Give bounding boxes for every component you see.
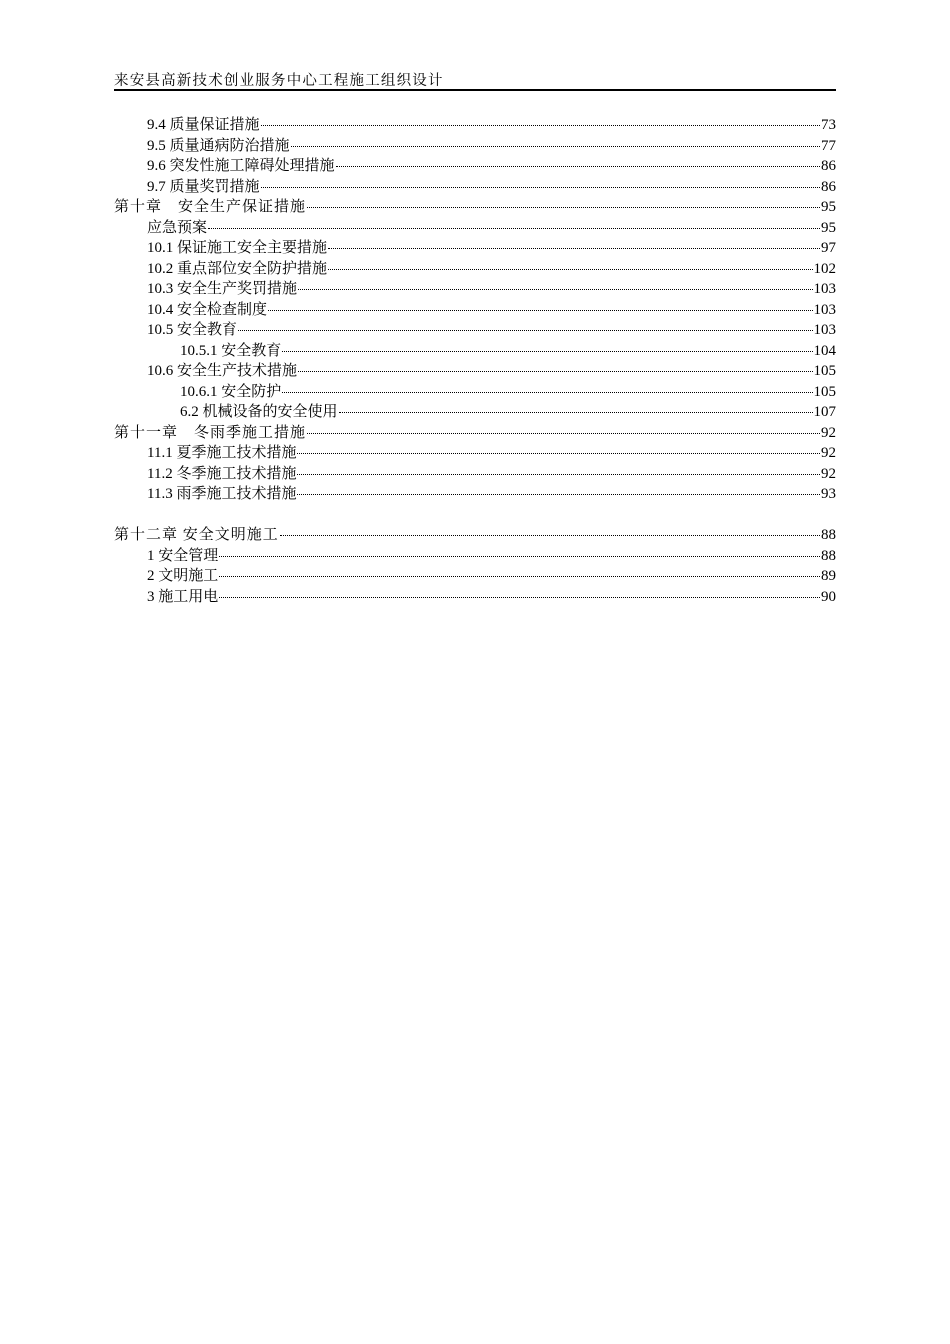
dot-leader	[280, 521, 820, 536]
dot-leader	[336, 152, 820, 167]
page-header	[114, 67, 836, 91]
toc-entry-title: 3 施工用电	[147, 588, 219, 605]
dot-leader	[291, 132, 820, 147]
toc-entry-page: 107	[813, 404, 836, 420]
toc-entry-page: 89	[821, 568, 836, 584]
toc-entry-title: 10.1 保证施工安全主要措施	[147, 240, 328, 256]
dot-leader	[282, 337, 812, 352]
dot-leader	[307, 419, 820, 434]
toc-entry-page: 90	[821, 588, 836, 605]
dot-leader	[268, 296, 812, 311]
toc-entry-page: 105	[813, 383, 836, 400]
dot-leader	[238, 316, 812, 331]
toc-entry-page: 104	[813, 342, 836, 359]
dot-leader	[297, 460, 820, 475]
dot-leader	[219, 542, 820, 557]
document-title: 来安县高新技术创业服务中心工程施工组织设计	[114, 73, 444, 89]
toc-entry-title: 9.4 质量保证措施	[147, 117, 260, 133]
toc-entry-title: 第十章 安全生产保证措施	[114, 199, 307, 215]
dot-leader	[208, 214, 820, 229]
dot-leader	[261, 173, 820, 188]
toc-entry-page: 95	[821, 219, 836, 236]
dot-leader	[328, 255, 812, 270]
toc-entry-page: 88	[821, 547, 836, 564]
toc-entry-page: 95	[821, 199, 836, 215]
toc-entry[interactable]	[114, 483, 836, 504]
toc-entry-page: 103	[813, 322, 836, 338]
dot-leader	[298, 357, 812, 372]
toc-entry-title: 应急预案	[147, 219, 208, 236]
dot-leader	[339, 398, 813, 413]
toc-entry-page: 77	[821, 137, 836, 154]
toc-entry-page: 103	[813, 301, 836, 318]
toc-entry-title: 2 文明施工	[147, 568, 219, 584]
toc-entry-title: 10.6.1 安全防护	[180, 383, 282, 400]
dot-leader	[219, 562, 820, 577]
toc-entry-page: 97	[821, 240, 836, 256]
toc-entry-title: 9.5 质量通病防治措施	[147, 137, 290, 154]
dot-leader	[297, 480, 820, 495]
toc-entry-title: 10.4 安全检查制度	[147, 301, 268, 318]
dot-leader	[307, 193, 820, 208]
dot-leader	[297, 439, 820, 454]
toc-entry-page: 92	[821, 445, 836, 461]
toc-entry-title: 10.3 安全生产奖罚措施	[147, 281, 298, 297]
toc-entry-title: 11.3 雨季施工技术措施	[147, 486, 297, 502]
toc-entry-page: 92	[821, 465, 836, 482]
table-of-contents	[114, 114, 836, 606]
toc-entry-page: 88	[821, 527, 836, 543]
dot-leader	[282, 378, 812, 393]
toc-entry-page: 86	[821, 178, 836, 195]
toc-entry-page: 105	[813, 363, 836, 379]
toc-entry-title: 第十二章 安全文明施工	[114, 527, 279, 543]
toc-entry-title: 9.7 质量奖罚措施	[147, 178, 260, 195]
toc-entry-title: 6.2 机械设备的安全使用	[180, 404, 338, 420]
toc-entry-title: 11.2 冬季施工技术措施	[147, 465, 297, 482]
toc-entry-title: 11.1 夏季施工技术措施	[147, 445, 297, 461]
dot-leader	[298, 275, 812, 290]
toc-entry-page: 93	[821, 486, 836, 502]
toc-entry-title: 9.6 突发性施工障碍处理措施	[147, 158, 335, 174]
toc-entry-title: 第十一章 冬雨季施工措施	[114, 424, 307, 441]
toc-entry-page: 86	[821, 158, 836, 174]
toc-entry-title: 10.2 重点部位安全防护措施	[147, 260, 328, 277]
toc-entry-title: 10.6 安全生产技术措施	[147, 363, 298, 379]
dot-leader	[261, 111, 820, 126]
toc-entry-page: 92	[821, 424, 836, 441]
toc-entry-page: 103	[813, 281, 836, 297]
toc-entry-page: 73	[821, 117, 836, 133]
dot-leader	[328, 234, 820, 249]
toc-entry-page: 102	[813, 260, 836, 277]
dot-leader	[219, 583, 820, 598]
toc-entry[interactable]	[114, 586, 836, 607]
toc-entry-title: 10.5 安全教育	[147, 322, 238, 338]
toc-entry-title: 10.5.1 安全教育	[180, 342, 282, 359]
toc-entry-title: 1 安全管理	[147, 547, 219, 564]
